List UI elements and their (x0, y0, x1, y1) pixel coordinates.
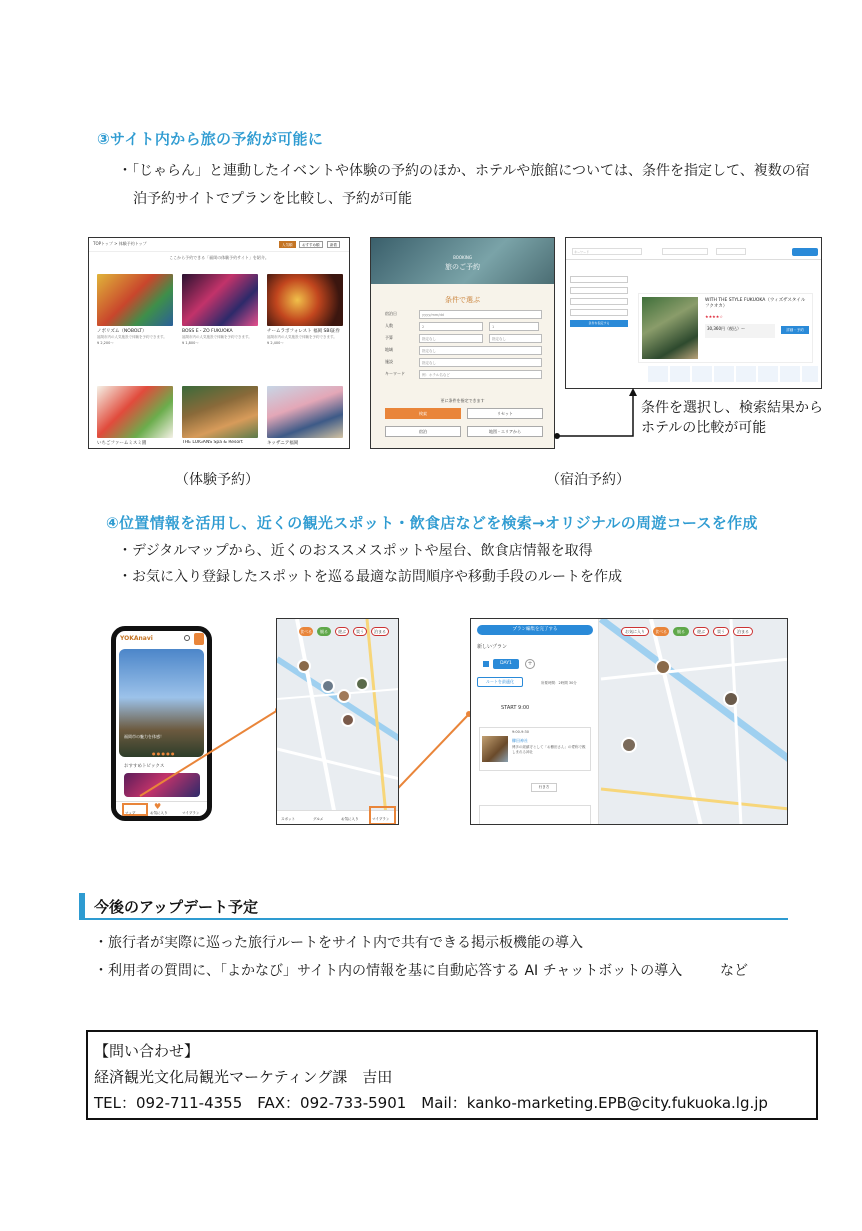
exp-card-image (267, 386, 343, 438)
filter-select[interactable] (570, 309, 628, 316)
hotel-hero-title: 旅のご予約 (445, 263, 480, 271)
map-marker[interactable] (723, 691, 739, 707)
chip-eat[interactable]: 食べる (655, 629, 667, 634)
exp-card[interactable] (182, 386, 258, 445)
contact-department: 経済観光文化局観光マーケティング課 吉田 (94, 1068, 393, 1086)
form-row-keyword (385, 370, 542, 379)
chip-favorite[interactable]: お気に入り (621, 627, 649, 636)
section3-bullet-line1: ・「じゃらん」と連動したイベントや体験の予約のほか、ホテルや旅館については、条件を指定して、複数の宿 (118, 163, 810, 179)
phone-topics-label: おすすめトピックス (124, 764, 165, 769)
nav-spot[interactable]: スポット (281, 817, 295, 821)
heart-icon[interactable]: ♥ (154, 802, 162, 811)
exp-sort-new[interactable]: 新着 (327, 241, 340, 248)
hotel-form-screenshot (370, 237, 555, 449)
map-bottom-nav (277, 810, 398, 824)
section3-bullet-line2: 泊予約サイトでプランを比較し、予約が可能 (133, 191, 413, 207)
hotel-rating-stars: ★★★★☆ (705, 314, 723, 319)
hotel-form-title: 条件で選ぶ (445, 296, 480, 304)
exp-card-image (97, 386, 173, 438)
section4-title: ④位置情報を活用し、近くの観光スポット・飲食店などを検索→オリジナルの周遊コースを作成 (106, 514, 758, 532)
hotel-hero (371, 238, 554, 284)
exp-card-name: いちごファームミスミ園 (97, 441, 147, 446)
caption-experience: （体験予約） (175, 472, 259, 488)
results-search-button[interactable] (792, 248, 818, 256)
exp-card-image (97, 274, 173, 326)
chip-stay[interactable]: 泊まる (733, 627, 753, 636)
area-select[interactable]: 指定なし (419, 346, 542, 355)
exp-card-name: THE LUIGANS Spa & Resort (182, 440, 243, 445)
spot-name[interactable]: 櫛田神社 (512, 738, 528, 743)
spot-card[interactable] (479, 805, 591, 825)
start-time: START 9:00 (501, 705, 530, 711)
nav-gourmet[interactable]: グルメ (313, 817, 324, 821)
hotel-hero-small: BOOKING (453, 255, 472, 260)
results-search-bar (566, 238, 821, 260)
exp-card-name: ノボリズム（NOBOLT） (97, 329, 147, 334)
plan-panel (471, 619, 599, 825)
lodging-button[interactable]: 宿泊 (385, 426, 461, 437)
filter-select[interactable] (570, 276, 628, 283)
exp-sort-recommend[interactable]: おすすめ順 (299, 241, 323, 248)
exp-card-price: ¥ 1,800〜 (182, 341, 199, 345)
chip-see[interactable]: 観る (317, 627, 331, 636)
filter-select[interactable] (570, 298, 628, 305)
map-roads (277, 619, 399, 825)
chip-stay[interactable]: 泊まる (371, 627, 389, 636)
caption-lodging: （宿泊予約） (546, 472, 630, 488)
hotel-image (642, 297, 698, 359)
nav-myplan[interactable]: マイプラン (182, 811, 200, 815)
search-icon[interactable] (184, 635, 190, 641)
map-screenshot-planner (470, 618, 788, 825)
exp-sort-popular[interactable]: 人気順 (279, 241, 296, 248)
plan-name[interactable]: 新しいプラン (477, 644, 508, 650)
results-people-input[interactable] (716, 248, 746, 255)
rooms-select[interactable]: 1 (489, 322, 539, 331)
total-time: 所要時間：2時間 30分 (541, 681, 577, 685)
form-row-people (385, 322, 542, 331)
update-bullet1: ・旅行者が実際に巡った旅行ルートをサイト内で共有できる掲示板機能の導入 (94, 935, 584, 951)
exp-subtitle: ここから予約できる「福岡の体験予約サイト」を紹介。 (169, 255, 269, 260)
chip-shop[interactable]: 買う (713, 627, 729, 636)
exp-breadcrumb: TOPトップ > 体験予約トップ (89, 238, 349, 252)
date-input[interactable]: yyyy/mm/dd (419, 310, 542, 319)
exp-card-image (182, 386, 258, 438)
chip-shop[interactable]: 買う (353, 627, 367, 636)
spot-card[interactable] (479, 727, 591, 771)
exp-card[interactable] (267, 386, 343, 446)
chip-play[interactable]: 遊ぶ (335, 627, 349, 636)
exp-card-image (267, 274, 343, 326)
exp-card-desc: 福岡市内の人気施設で体験を予約できます。 (267, 335, 337, 339)
map-area-button[interactable]: 地図・エリアから (467, 426, 543, 437)
phone-hero-caption: 福岡市の魅力を体感！ (124, 734, 164, 739)
exp-card[interactable] (267, 274, 343, 346)
section3-title: ③サイト内から旅の予約が可能に (97, 130, 324, 148)
chip-see[interactable]: 観る (673, 627, 689, 636)
form-label: 施設 (385, 359, 393, 364)
exp-card[interactable] (97, 274, 173, 346)
experience-booking-screenshot (88, 237, 350, 449)
nav-favorite[interactable]: お気に入り (150, 811, 168, 815)
budget-max-select[interactable]: 指定なし (489, 334, 542, 343)
budget-min-select[interactable]: 指定なし (419, 334, 483, 343)
update-title: 今後のアップデート予定 (94, 898, 258, 916)
reset-button[interactable]: リセット (467, 408, 543, 419)
more-conditions-label: 更に条件を指定できます (440, 398, 485, 403)
hotel-price: 30,360円（税込）〜 (705, 324, 775, 338)
chip-eat[interactable]: 食べる (300, 629, 312, 634)
form-row-area (385, 346, 542, 355)
menu-icon[interactable] (194, 633, 204, 645)
checkbox[interactable] (483, 661, 489, 667)
exp-card-name: キッザニア福岡 (267, 441, 299, 446)
annotation-connector (548, 388, 648, 443)
exp-card-image (182, 274, 258, 326)
spot-description: 博多の総鎮守として「お櫛田さん」の愛称で親しまれる神社 (512, 745, 586, 754)
nav-myplan[interactable]: マイプラン (372, 817, 390, 821)
exp-card[interactable] (97, 386, 173, 446)
nav-myplan-highlight (369, 806, 396, 825)
results-filter-sidebar (570, 276, 628, 327)
spot-image (482, 736, 508, 762)
exp-card-price: ¥ 2,400〜 (267, 341, 284, 345)
map-marker[interactable] (621, 737, 637, 753)
form-label: 地域 (385, 347, 393, 352)
transport-button[interactable]: 行き方 (531, 783, 557, 792)
exp-card[interactable] (182, 274, 258, 346)
update-accent-bar (79, 893, 85, 920)
contact-heading: 【問い合わせ】 (94, 1042, 200, 1060)
form-label: 人数 (385, 323, 393, 328)
hotel-results-screenshot (565, 237, 822, 389)
facility-select[interactable]: 指定なし (419, 358, 542, 367)
map-marker[interactable] (655, 659, 671, 675)
map-marker[interactable] (321, 679, 335, 693)
results-date-input[interactable] (662, 248, 708, 255)
form-row-facility (385, 358, 542, 367)
update-etc: など (720, 963, 748, 979)
exp-card-desc: 福岡市内の人気施設で体験を予約できます。 (182, 335, 252, 339)
results-keyword-input[interactable]: キーワード (572, 248, 642, 255)
hotel-form-body (371, 284, 554, 448)
people-select[interactable]: 2 (419, 322, 483, 331)
update-bullet2: ・利用者の質問に、「よかなび」サイト内の情報を基に自動応答する AI チャットボットの導入 (94, 963, 683, 979)
contact-details: TEL：092-711-4355 FAX：092-733-5901 Mail：kanko-marketing.EPB@city.fukuoka.lg.jp (94, 1094, 768, 1112)
hotel-price-calendar[interactable] (648, 366, 818, 382)
section4-bullet1: ・デジタルマップから、近くのおススメスポットや屋台、飲食店情報を取得 (118, 543, 593, 559)
map-screenshot-mobile (276, 618, 399, 825)
map-marker[interactable] (355, 677, 369, 691)
search-button[interactable]: 検索 (385, 408, 461, 419)
spot-time: 9:00-9:30 (512, 730, 529, 734)
day-tab[interactable]: DAY1 (493, 659, 519, 669)
hotel-detail-button[interactable]: 詳細・予約 (781, 326, 809, 334)
keyword-input[interactable]: 例：ホテル名など (419, 370, 542, 379)
hotel-name: WITH THE STYLE FUKUOKA（ウィズザスタイルフクオカ） (705, 298, 806, 309)
exp-card-name: チームラボフォレスト 福岡 SBI証券 (267, 329, 340, 334)
form-label: キーワード (385, 371, 405, 376)
annotation-line2: ホテルの比較が可能 (641, 420, 767, 436)
hotel-result-card[interactable] (638, 293, 813, 363)
exp-card-name: BOSS E・ZO FUKUOKA (182, 329, 233, 334)
annotation-line1: 条件を選択し、検索結果から (641, 400, 823, 416)
add-day-icon[interactable]: + (525, 659, 535, 669)
chip-play[interactable]: 遊ぶ (693, 627, 709, 636)
section4-bullet2: ・お気に入り登録したスポットを巡る最適な訪問順序や移動手段のルートを作成 (118, 569, 622, 585)
map-marker[interactable] (297, 659, 311, 673)
form-label: 予算 (385, 335, 393, 340)
exp-card-desc: 福岡市内の人気施設で体験を予約できます。 (97, 335, 167, 339)
filter-apply-button[interactable]: 条件を指定する (570, 320, 628, 327)
form-row-date (385, 310, 542, 319)
phone-logo: YOKAnavi (120, 635, 153, 642)
form-row-budget (385, 334, 542, 343)
finish-plan-button[interactable]: プラン編集を完了する (477, 625, 593, 635)
exp-card-price: ¥ 2,200〜 (97, 341, 114, 345)
contact-box (86, 1030, 818, 1120)
map-marker[interactable] (337, 689, 351, 703)
optimize-route-button[interactable]: ルートを最適化 (477, 677, 523, 687)
update-divider (85, 918, 788, 920)
filter-select[interactable] (570, 287, 628, 294)
nav-favorite[interactable]: お気に入り (341, 817, 359, 821)
carousel-dots[interactable]: ● ● ● ● ● (152, 751, 175, 756)
map-marker[interactable] (341, 713, 355, 727)
form-label: 宿泊日 (385, 311, 397, 316)
nav-map[interactable]: マップ (125, 811, 136, 815)
